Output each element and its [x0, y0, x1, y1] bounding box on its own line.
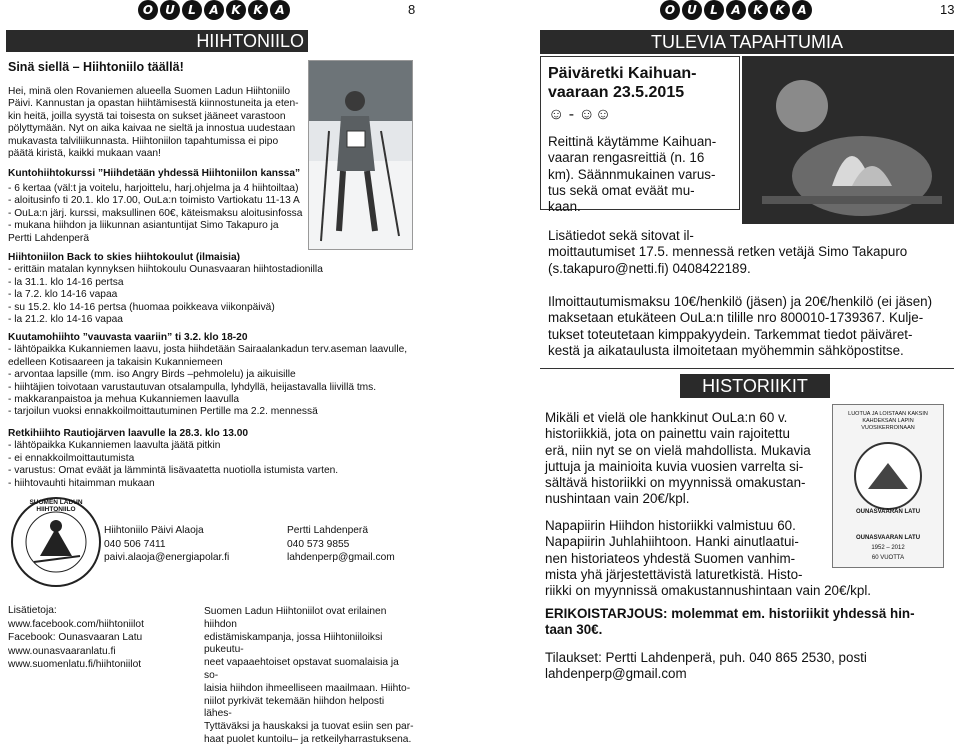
contact-phone: 040 506 7411 [104, 538, 166, 550]
info-link[interactable]: www.ounasvaaranlatu.fi [8, 645, 116, 657]
info-title: Lisätietoja: [8, 605, 57, 616]
course2-title: Hiihtoniilon Back to skies hiihtokoulut (ilmaisia) [8, 252, 241, 263]
contact-name: Hiihtoniilo Päivi Alaoja [104, 525, 204, 536]
badge-text: SUOMEN LADUN HIIHTONIILO [29, 499, 83, 513]
fee-line: tukset toteutetaan kimppakyydein. Tarkemmat tiedot päiväret- [548, 326, 913, 342]
fee-line: maksetaan etukäteen OuLa:n tilille nro 800010-1739367. Kulje- [548, 310, 924, 326]
list-item: - lähtöpaikka Kukanniemen laavu, josta hiihdetään Sairaalankadun terv.aseman laavulle, [8, 344, 408, 356]
list-item: - 6 kertaa (väl:t ja voitelu, harjoittelu, harj.ohjelma ja 4 hiihtoiltaa) [8, 183, 299, 194]
smileys: ☺ - ☺☺ [548, 106, 612, 123]
footer-line: Suomen Ladun Hiihtoniilot ovat erilainen hiihdon [204, 606, 387, 630]
list-item: - erittäin matalan kynnyksen hiihtokoulu Ounasvaaran hiihtostadionilla [8, 264, 323, 276]
oulakka-logo-right [660, 0, 812, 20]
info-links [8, 604, 144, 672]
footer-line: edistämiskampanja, jossa Hiihtoniiloiksi pukeutu- [204, 631, 383, 656]
history-line: nushintaan vain 20€/kpl. [545, 491, 690, 507]
contact-email[interactable]: paivi.alaoja@energiapolar.fi [104, 552, 230, 564]
list-item: - ei ennakkoilmoittautumista [8, 452, 135, 464]
list-item: - arvontaa lapsille (mm. iso Angry Birds –pehmolelu) ja aikuisille [8, 369, 296, 381]
logo-letter: K [770, 0, 790, 20]
event-line: Lisätiedot sekä sitovat il- [548, 228, 694, 243]
logo-letter: O [660, 0, 680, 20]
list-item: - aloitusinfo ti 20.1. klo 17.00, OuLa:n toimisto Vartiokatu 11-13 A [8, 195, 300, 207]
intro-line: Hei, minä olen Rovaniemen alueella Suomen Ladun Hiihtoniilo [8, 86, 291, 97]
intro-line: pölyttymään. Nyt on aika kaivaa ne sieltä ja innostua uudestaan [8, 123, 296, 135]
footer-line: neet vapaaehtoiset opstavat suomalaisia ja so- [204, 657, 399, 681]
intro-line: Päivi. Kannustan ja opastan hiihtämisestä kiinnostuneita ja eten- [8, 98, 299, 110]
trip1-title: Kuutamohiihto ”vauvasta vaariin” ti 3.2. klo 18-20 [8, 332, 248, 343]
heading-sina-siella: Sinä siellä – Hiihtoniilo täällä! [8, 60, 184, 74]
list-item: - lähtöpaikka Kukanniemen laavulta jäätä pitkin [8, 440, 221, 452]
footer-line: laisia hiihdon ihmeelliseen maailmaan. Hiihto- [204, 682, 411, 694]
footer-line: niilot pyrkivät tekemään hiihdon helposti lähes- [204, 695, 385, 720]
course2-section [8, 252, 408, 326]
order-line: Tilaukset: Pertti Lahdenperä, puh. 040 865 2530, posti [545, 650, 867, 665]
page-number-right: 13 [940, 2, 955, 17]
list-item: - OuLa:n järj. kurssi, maksullinen 60€, käteismaksu aloitusinfossa [8, 207, 303, 219]
fee-line: kestä ja aikataulusta ilmoitetaan myöhemmin sähköpostitse. [548, 342, 904, 358]
order-email[interactable]: lahdenperp@gmail.com [545, 666, 687, 682]
list-item: - makkaranpaistoa ja mehua Kukanniemen laavulla [8, 394, 240, 406]
footer-text [204, 606, 414, 747]
oulakka-logo-left [138, 0, 290, 20]
section-title-historiikit: HISTORIIKIT [680, 374, 830, 398]
trip2-section [8, 428, 418, 490]
event-description [548, 134, 738, 215]
course1-section [8, 168, 308, 180]
logo-letter: A [792, 0, 812, 20]
logo-letter: K [226, 0, 246, 20]
contact-paivi [104, 524, 229, 565]
logo-letter: A [204, 0, 224, 20]
section-title-hiihtoniilo: HIIHTONIILO [6, 30, 308, 52]
list-item: edelleen Kotisaareen ja takaisin Kukanniemeen [8, 356, 223, 368]
history-line: historiikkiä, jota on painettu vain rajoitettu [545, 426, 790, 442]
history-line: sältävä historiikki on myynnissä omakustan- [545, 475, 806, 491]
event-line: (s.takapuro@netti.fi) 0408422189. [548, 260, 751, 276]
divider [540, 368, 954, 369]
special-offer [545, 606, 955, 639]
event-title [548, 64, 697, 102]
history-line: erä, niin nyt se on vielä mahdollista. Mukavia [545, 442, 811, 458]
history-line: juttuja ja mainioita kuvia vuosien varrelta si- [545, 458, 804, 474]
offer-line: taan 30€. [545, 622, 603, 638]
napapiiri-line: Napapiirin Hiihdon historiikki valmistuu 60. [545, 518, 796, 533]
logo-letter: K [248, 0, 268, 20]
logo-letter: L [182, 0, 202, 20]
book-caption: 60 VUOTTA [871, 555, 905, 561]
book-title-bottom: OUNASVAARAN LATU [855, 535, 921, 541]
section-title-tulevia: TULEVIA TAPAHTUMIA [540, 30, 954, 54]
list-item: - varustus: Omat eväät ja lämmintä lisävaatetta nuotiolla istumista varten. [8, 465, 339, 477]
footer-line: Tyttäväksi ja hauskaksi ja tuovat esiin sen par- [204, 721, 414, 733]
list-item: - la 7.2. klo 14-16 vapaa [8, 289, 118, 301]
intro-text [8, 86, 308, 160]
event-line: tus sekä omat eväät mu- [548, 182, 695, 198]
fee-line: Ilmoittautumismaksu 10€/henkilö (jäsen) ja 20€/henkilö (ei jäsen) [548, 294, 933, 309]
napapiiri-text [545, 518, 955, 599]
event-line: moittautumiset 17.5. mennessä retken vetäjä Simo Takapuro [548, 244, 908, 260]
list-item: - mukana hiihdon ja liikunnan asiantuntijat Simo Takapuro ja [8, 220, 279, 232]
event-title-line: vaaraan 23.5.2015 [548, 84, 685, 101]
list-item: Pertti Lahdenperä [8, 232, 89, 244]
list-item-signup: - tarjoilun vuoksi ennakkoilmoittautuminen Pertille ma 2.2. mennessä [8, 406, 318, 418]
logo-letter: L [704, 0, 724, 20]
contact-pertti [287, 524, 395, 565]
logo-letter: K [748, 0, 768, 20]
event-line: kaan. [548, 199, 581, 215]
order-info [545, 650, 955, 683]
napapiiri-line: riikki on myynnissä omakustannushintaan vain 20€/kpl. [545, 583, 872, 599]
info-link[interactable]: www.suomenlatu.fi/hiihtoniilot [8, 659, 142, 671]
hiihtoniilo-badge [10, 496, 102, 588]
book-years: 1952 – 2012 [871, 545, 905, 551]
trip1-section [8, 332, 418, 419]
list-item: - hiihtäjien toivotaan varustautuvan otsalampulla, lyhdyllä, heijastavalla liivillä tms. [8, 381, 377, 393]
logo-letter: U [682, 0, 702, 20]
event-line: Reittinä käytämme Kaihuan- [548, 134, 717, 149]
book-circle-text: OUNASVAARAN LATU [855, 509, 921, 515]
book-emblem-icon [853, 441, 923, 511]
event-signup-text [548, 228, 958, 277]
napapiiri-line: nen historiateos yhdestä Suomen vanhim- [545, 550, 796, 566]
intro-line: päätä kiristä, kaikki mukaan vaan! [8, 148, 161, 160]
list-item: - la 21.2. klo 14-16 vapaa [8, 314, 123, 326]
event-title-line: Päiväretki Kaihuan- [548, 65, 697, 82]
book-title-top: LUOTUA JA LOISTAAN KAKSIN KAHDEKSAN LAPIN VUOSIKERROINAAN [848, 411, 928, 431]
info-link[interactable]: www.facebook.com/hiihtoniilot [8, 618, 144, 630]
course1-title: Kuntohiihtokurssi ”Hiihdetään yhdessä Hiihtoniilon kanssa” [8, 168, 301, 179]
offer-line: ERIKOISTARJOUS: molemmat em. historiikit yhdessä hin- [545, 606, 915, 621]
list-item: - hiihtovauhti hitaimman mukaan [8, 477, 155, 489]
contact-phone: 040 573 9855 [287, 538, 350, 550]
logo-letter: A [270, 0, 290, 20]
event-line: km). Säännmukainen varus- [548, 166, 716, 182]
contact-name: Pertti Lahdenperä [287, 525, 368, 536]
fee-text [548, 294, 958, 359]
campfire-illustration [742, 56, 954, 224]
napapiiri-line: Napapiirin Juhlahiihtoon. Hanki ainutlaatui- [545, 534, 799, 550]
intro-line: kin heitä, joilla syystä tai toisesta on sukset jääneet varastoon [8, 110, 286, 122]
footer-line: haat puolet kuntoilu– ja retkeilyharrastuksena. [204, 733, 412, 745]
logo-letter: O [138, 0, 158, 20]
contact-email[interactable]: lahdenperp@gmail.com [287, 552, 395, 564]
history-text [545, 410, 823, 508]
list-item: - la 31.1. klo 14-16 pertsa [8, 276, 124, 288]
napapiiri-line: mista yhä järjestettävistä laturetkistä. Histo- [545, 566, 803, 582]
trip2-title: Retkihiihto Rautiojärven laavulle la 28.3. klo 13.00 [8, 428, 249, 439]
page-number-left: 8 [408, 2, 416, 17]
list-item: - su 15.2. klo 14-16 pertsa (huomaa poikkeava viikonpäivä) [8, 301, 275, 313]
course1-lines [8, 183, 338, 245]
history-line: Mikäli et vielä ole hankkinut OuLa:n 60 v. [545, 410, 788, 425]
intro-line: mukavasta talviliikunnasta. Hiihtoniilon tapahtumissa ei pipo [8, 135, 279, 147]
info-link[interactable]: Facebook: Ounasvaaran Latu [8, 632, 143, 644]
campfire-photo [742, 56, 954, 224]
event-line: vaaran rengasreittiä (n. 16 [548, 150, 705, 166]
logo-letter: U [160, 0, 180, 20]
logo-letter: A [726, 0, 746, 20]
